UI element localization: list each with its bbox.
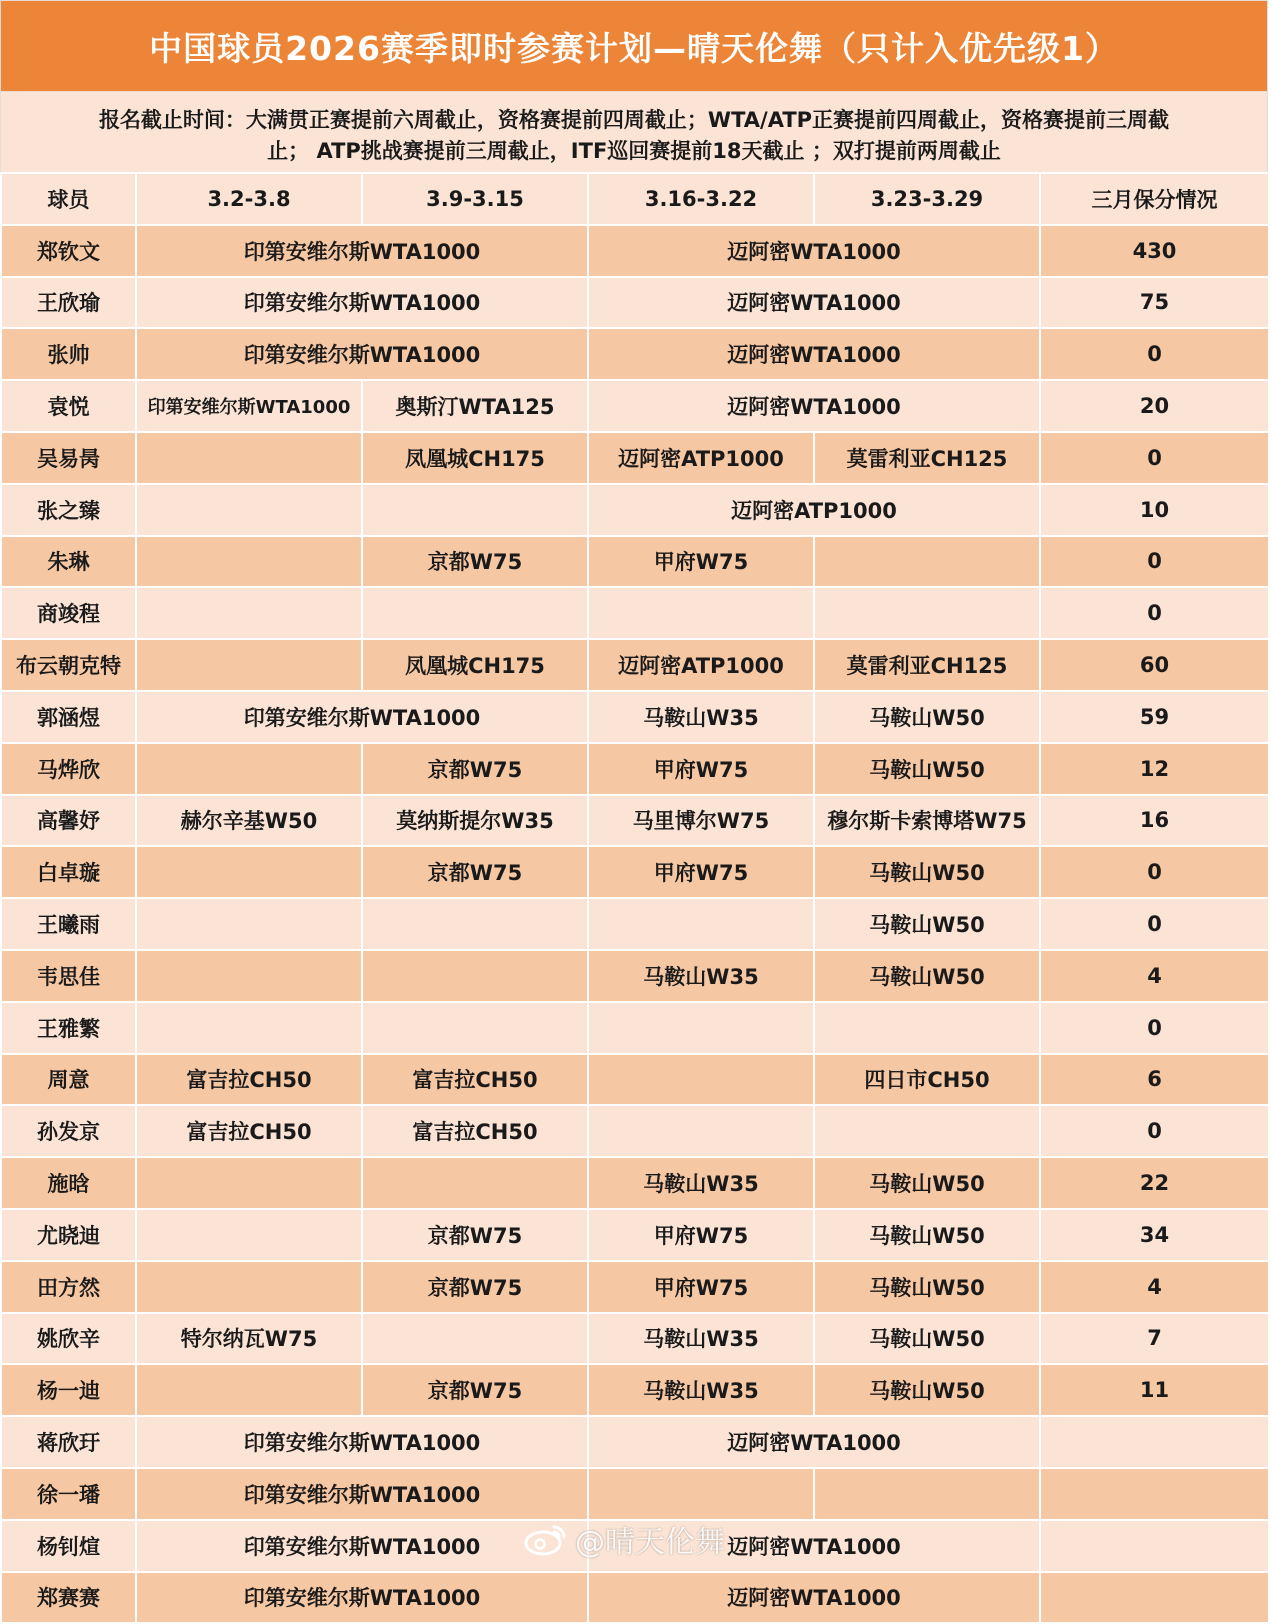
header-row — [1, 173, 1269, 225]
tournament-cell: 甲府W75 — [588, 743, 814, 795]
tournament-cell — [814, 536, 1040, 588]
player-name-cell: 徐一璠 — [1, 1468, 136, 1520]
tournament-cell — [362, 587, 588, 639]
tournament-cell: 马鞍山W35 — [588, 1313, 814, 1365]
table-row — [1, 898, 1269, 950]
table-row — [1, 1364, 1269, 1416]
march-points-cell: 430 — [1040, 225, 1269, 277]
tournament-cell: 京都W75 — [362, 1209, 588, 1261]
tournament-cell: 迈阿密ATP1000 — [588, 484, 1040, 536]
deadline-notice — [0, 92, 1268, 172]
march-points-cell: 10 — [1040, 484, 1269, 536]
tournament-cell: 京都W75 — [362, 846, 588, 898]
march-points-cell: 12 — [1040, 743, 1269, 795]
tournament-cell: 四日市CH50 — [814, 1054, 1040, 1106]
table-row — [1, 484, 1269, 536]
notice-line-2: 止； ATP挑战赛提前三周截止，ITF巡回赛提前18天截止 ；双打提前两周截止 — [267, 139, 1001, 163]
table-row — [1, 1105, 1269, 1157]
march-points-cell: 34 — [1040, 1209, 1269, 1261]
tournament-cell: 马鞍山W50 — [814, 950, 1040, 1002]
tournament-cell: 富吉拉CH50 — [136, 1054, 362, 1106]
tournament-cell: 京都W75 — [362, 536, 588, 588]
tournament-cell: 富吉拉CH50 — [362, 1054, 588, 1106]
player-name-cell: 韦思佳 — [1, 950, 136, 1002]
tournament-cell: 迈阿密WTA1000 — [588, 1416, 1040, 1468]
tournament-cell: 马鞍山W35 — [588, 691, 814, 743]
tournament-cell: 迈阿密ATP1000 — [588, 639, 814, 691]
tournament-cell: 印第安维尔斯WTA1000 — [136, 1520, 588, 1572]
player-name-cell: 王雅繁 — [1, 1002, 136, 1054]
player-name-cell: 杨一迪 — [1, 1364, 136, 1416]
tournament-cell — [362, 1313, 588, 1365]
tournament-cell — [588, 587, 814, 639]
march-points-cell: 20 — [1040, 380, 1269, 432]
march-points-cell: 0 — [1040, 898, 1269, 950]
table-row — [1, 1209, 1269, 1261]
tournament-cell — [362, 1002, 588, 1054]
tournament-cell — [136, 1157, 362, 1209]
tournament-cell: 马鞍山W35 — [588, 1157, 814, 1209]
tournament-cell: 凤凰城CH175 — [362, 639, 588, 691]
march-points-cell: 60 — [1040, 639, 1269, 691]
tournament-cell: 迈阿密ATP1000 — [588, 432, 814, 484]
tournament-cell: 甲府W75 — [588, 536, 814, 588]
tournament-cell — [136, 432, 362, 484]
table-row — [1, 1261, 1269, 1313]
player-name-cell: 马烨欣 — [1, 743, 136, 795]
tournament-cell — [588, 1468, 814, 1520]
tournament-cell — [136, 846, 362, 898]
march-points-cell — [1040, 1572, 1269, 1624]
tournament-cell — [136, 1364, 362, 1416]
tournament-cell: 奥斯汀WTA125 — [362, 380, 588, 432]
march-points-cell — [1040, 1468, 1269, 1520]
march-points-cell: 0 — [1040, 328, 1269, 380]
column-header-march-points: 三月保分情况 — [1040, 173, 1269, 225]
march-points-cell — [1040, 1520, 1269, 1572]
schedule-body — [1, 225, 1269, 1624]
tournament-cell: 印第安维尔斯WTA1000 — [136, 328, 588, 380]
player-name-cell: 商竣程 — [1, 587, 136, 639]
march-points-cell: 0 — [1040, 1002, 1269, 1054]
tournament-cell: 印第安维尔斯WTA1000 — [136, 277, 588, 329]
march-points-cell: 75 — [1040, 277, 1269, 329]
page-title: 中国球员2026赛季即时参赛计划—晴天伦舞（只计入优先级1） — [0, 0, 1268, 92]
player-name-cell: 杨钊煊 — [1, 1520, 136, 1572]
watermark-text: @晴天伦舞 — [575, 1525, 725, 1560]
tournament-cell: 印第安维尔斯WTA1000 — [136, 1572, 588, 1624]
table-row — [1, 1313, 1269, 1365]
tournament-cell: 马鞍山W50 — [814, 691, 1040, 743]
tournament-cell — [136, 536, 362, 588]
player-name-cell: 吴易昺 — [1, 432, 136, 484]
tournament-cell — [136, 1261, 362, 1313]
table-row — [1, 225, 1269, 277]
tournament-cell: 穆尔斯卡索博塔W75 — [814, 795, 1040, 847]
tournament-cell: 富吉拉CH50 — [136, 1105, 362, 1157]
tournament-cell: 马鞍山W50 — [814, 846, 1040, 898]
tournament-cell — [588, 1002, 814, 1054]
table-row — [1, 1468, 1269, 1520]
march-points-cell: 4 — [1040, 950, 1269, 1002]
tournament-cell: 甲府W75 — [588, 846, 814, 898]
tournament-cell: 甲府W75 — [588, 1209, 814, 1261]
tournament-cell — [136, 639, 362, 691]
tournament-cell: 马鞍山W50 — [814, 743, 1040, 795]
tournament-cell — [814, 1468, 1040, 1520]
column-header-week-1: 3.2-3.8 — [136, 173, 362, 225]
tournament-cell: 迈阿密WTA1000 — [588, 1572, 1040, 1624]
table-row — [1, 1054, 1269, 1106]
tournament-cell: 马鞍山W50 — [814, 1261, 1040, 1313]
tournament-cell — [362, 950, 588, 1002]
table-row — [1, 536, 1269, 588]
tournament-cell: 京都W75 — [362, 1261, 588, 1313]
march-points-cell: 0 — [1040, 846, 1269, 898]
player-name-cell: 布云朝克特 — [1, 639, 136, 691]
player-name-cell: 白卓璇 — [1, 846, 136, 898]
player-name-cell: 郭涵煜 — [1, 691, 136, 743]
tournament-cell — [136, 1209, 362, 1261]
tournament-cell — [588, 1105, 814, 1157]
player-name-cell: 张之臻 — [1, 484, 136, 536]
table-row — [1, 639, 1269, 691]
table-row — [1, 691, 1269, 743]
march-points-cell — [1040, 1416, 1269, 1468]
table-row — [1, 380, 1269, 432]
player-name-cell: 郑钦文 — [1, 225, 136, 277]
tournament-cell: 马鞍山W50 — [814, 898, 1040, 950]
player-name-cell: 张帅 — [1, 328, 136, 380]
tournament-cell: 印第安维尔斯WTA1000 — [136, 1416, 588, 1468]
march-points-cell: 11 — [1040, 1364, 1269, 1416]
watermark — [523, 1517, 725, 1561]
tournament-cell — [814, 1002, 1040, 1054]
tournament-cell: 凤凰城CH175 — [362, 432, 588, 484]
tournament-cell — [362, 484, 588, 536]
tournament-cell — [136, 1002, 362, 1054]
player-name-cell: 高馨妤 — [1, 795, 136, 847]
tournament-cell — [588, 1054, 814, 1106]
table-row — [1, 1572, 1269, 1624]
table-row — [1, 277, 1269, 329]
schedule-table — [0, 172, 1270, 1624]
player-name-cell: 袁悦 — [1, 380, 136, 432]
player-name-cell: 姚欣辛 — [1, 1313, 136, 1365]
tournament-cell — [814, 1105, 1040, 1157]
march-points-cell: 16 — [1040, 795, 1269, 847]
tournament-cell: 迈阿密WTA1000 — [588, 277, 1040, 329]
tournament-cell: 京都W75 — [362, 743, 588, 795]
march-points-cell: 0 — [1040, 536, 1269, 588]
table-row — [1, 743, 1269, 795]
table-row — [1, 1157, 1269, 1209]
march-points-cell: 4 — [1040, 1261, 1269, 1313]
tournament-cell — [136, 950, 362, 1002]
tournament-cell — [136, 484, 362, 536]
table-row — [1, 846, 1269, 898]
tournament-cell — [814, 587, 1040, 639]
tournament-cell: 印第安维尔斯WTA1000 — [136, 691, 588, 743]
table-row — [1, 1416, 1269, 1468]
column-header-week-4: 3.23-3.29 — [814, 173, 1040, 225]
notice-line-1: 报名截止时间：大满贯正赛提前六周截止，资格赛提前四周截止；WTA/ATP正赛提前四周截止，资格赛提前三周截 — [98, 108, 1170, 132]
tournament-cell — [136, 743, 362, 795]
tournament-cell: 马里博尔W75 — [588, 795, 814, 847]
tournament-cell: 印第安维尔斯WTA1000 — [136, 380, 362, 432]
player-name-cell: 孙发京 — [1, 1105, 136, 1157]
tournament-cell: 马鞍山W50 — [814, 1209, 1040, 1261]
tournament-cell: 迈阿密WTA1000 — [588, 380, 1040, 432]
march-points-cell: 6 — [1040, 1054, 1269, 1106]
player-name-cell: 王曦雨 — [1, 898, 136, 950]
tournament-cell — [136, 587, 362, 639]
player-name-cell: 田方然 — [1, 1261, 136, 1313]
tournament-cell: 马鞍山W35 — [588, 1364, 814, 1416]
table-row — [1, 432, 1269, 484]
column-header-player: 球员 — [1, 173, 136, 225]
tournament-cell: 富吉拉CH50 — [362, 1105, 588, 1157]
tournament-cell: 莫雷利亚CH125 — [814, 639, 1040, 691]
tournament-cell: 马鞍山W50 — [814, 1364, 1040, 1416]
table-row — [1, 1002, 1269, 1054]
tournament-cell — [588, 898, 814, 950]
march-points-cell: 59 — [1040, 691, 1269, 743]
march-points-cell: 0 — [1040, 1105, 1269, 1157]
tournament-cell: 甲府W75 — [588, 1261, 814, 1313]
march-points-cell: 0 — [1040, 587, 1269, 639]
tournament-cell: 马鞍山W35 — [588, 950, 814, 1002]
player-name-cell: 朱琳 — [1, 536, 136, 588]
tournament-cell: 印第安维尔斯WTA1000 — [136, 225, 588, 277]
tournament-cell: 莫纳斯提尔W35 — [362, 795, 588, 847]
tournament-cell: 赫尔辛基W50 — [136, 795, 362, 847]
player-name-cell: 王欣瑜 — [1, 277, 136, 329]
tournament-cell: 迈阿密WTA1000 — [588, 1520, 1040, 1572]
player-name-cell: 周意 — [1, 1054, 136, 1106]
player-name-cell: 施晗 — [1, 1157, 136, 1209]
player-name-cell: 郑赛赛 — [1, 1572, 136, 1624]
tournament-cell — [136, 898, 362, 950]
march-points-cell: 22 — [1040, 1157, 1269, 1209]
column-header-week-2: 3.9-3.15 — [362, 173, 588, 225]
tournament-cell: 京都W75 — [362, 1364, 588, 1416]
tournament-cell — [362, 898, 588, 950]
table-row — [1, 950, 1269, 1002]
weibo-logo-icon — [523, 1521, 569, 1557]
table-row — [1, 587, 1269, 639]
table-row — [1, 328, 1269, 380]
march-points-cell: 7 — [1040, 1313, 1269, 1365]
player-name-cell: 尤晓迪 — [1, 1209, 136, 1261]
tournament-cell: 印第安维尔斯WTA1000 — [136, 1468, 588, 1520]
tournament-cell: 马鞍山W50 — [814, 1313, 1040, 1365]
table-row — [1, 795, 1269, 847]
tournament-cell: 迈阿密WTA1000 — [588, 328, 1040, 380]
tournament-cell: 莫雷利亚CH125 — [814, 432, 1040, 484]
tournament-cell: 特尔纳瓦W75 — [136, 1313, 362, 1365]
tournament-cell: 马鞍山W50 — [814, 1157, 1040, 1209]
tournament-cell: 迈阿密WTA1000 — [588, 225, 1040, 277]
player-name-cell: 蒋欣玗 — [1, 1416, 136, 1468]
tournament-cell — [362, 1157, 588, 1209]
march-points-cell: 0 — [1040, 432, 1269, 484]
column-header-week-3: 3.16-3.22 — [588, 173, 814, 225]
